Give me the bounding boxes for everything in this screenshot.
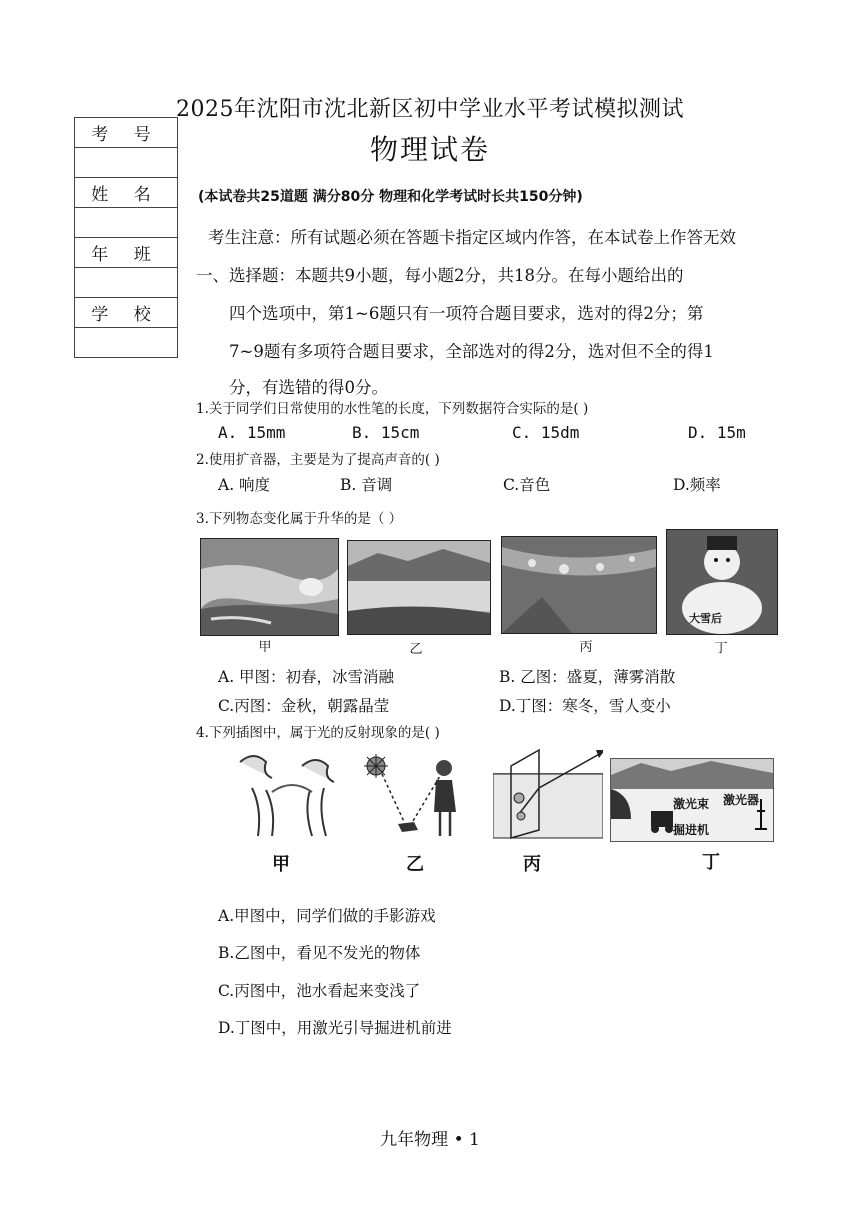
q4-figure-tunnel-laser: [610, 758, 774, 842]
q4-figure-pool: [493, 748, 603, 840]
q3-option-c[interactable]: C.丙图：金秋，朝露晶莹: [218, 697, 390, 715]
q3-photo-melting-ice: [200, 538, 339, 636]
q4-figure-see-object: [362, 752, 472, 840]
exam-info: (本试卷共25道题 满分80分 物理和化学考试时长共150分钟): [198, 189, 583, 205]
q3-caption-ding: 丁: [714, 641, 728, 656]
q4-label-laser-beam: 激光束: [673, 797, 710, 811]
name-field[interactable]: [75, 208, 178, 238]
q4-caption-ding: 丁: [702, 852, 720, 873]
q3-caption-yi: 乙: [409, 642, 423, 657]
q3-option-d[interactable]: D.丁图：寒冬，雪人变小: [499, 697, 671, 715]
section1-line4: 分，有选错的得0分。: [229, 378, 388, 397]
section1-line1: 一、选择题：本题共9小题，每小题2分，共18分。在每小题给出的: [196, 266, 684, 285]
class-field[interactable]: [75, 268, 178, 298]
q4-caption-bing: 丙: [523, 854, 541, 875]
question-2-stem: 2.使用扩音器，主要是为了提高声音的( ): [196, 452, 440, 468]
q1-option-b[interactable]: B. 15cm: [352, 423, 420, 442]
q2-option-b[interactable]: B. 音调: [340, 476, 393, 494]
q3-photo-snowman: [666, 529, 778, 635]
section1-line2: 四个选项中，第1~6题只有一项符合题目要求，选对的得2分；第: [229, 304, 704, 323]
q3-photo-dew: [501, 536, 657, 634]
page-footer: 九年物理 • 1: [380, 1130, 480, 1150]
q3-caption-bing: 丙: [579, 640, 593, 655]
question-3-stem: 3.下列物态变化属于升华的是（ ）: [196, 511, 403, 527]
q4-option-d[interactable]: D.丁图中，用激光引导掘进机前进: [218, 1019, 452, 1037]
q3-caption-jia: 甲: [258, 640, 272, 655]
school-label: 学 校: [75, 298, 178, 328]
q4-caption-yi: 乙: [406, 854, 424, 875]
exam-number-label: 考 号: [75, 118, 178, 148]
q2-option-a[interactable]: A. 响度: [218, 476, 271, 494]
candidate-notice: 考生注意：所有试题必须在答题卡指定区域内作答，在本试卷上作答无效: [208, 228, 736, 247]
exam-number-field[interactable]: [75, 148, 178, 178]
q4-figure-hand-shadows: [232, 748, 354, 840]
q2-option-c[interactable]: C.音色: [503, 476, 551, 494]
question-1-stem: 1.关于同学们日常使用的水性笔的长度，下列数据符合实际的是( ): [196, 401, 589, 417]
q4-option-b[interactable]: B.乙图中，看见不发光的物体: [218, 944, 421, 962]
question-4-stem: 4.下列插图中，属于光的反射现象的是( ): [196, 725, 440, 741]
paper-subject-title: 物理试卷: [369, 133, 490, 166]
q3-option-b[interactable]: B. 乙图：盛夏，薄雾消散: [499, 668, 676, 686]
section1-line3: 7~9题有多项符合题目要求，全部选对的得2分，选对但不全的得1: [229, 342, 714, 361]
q4-label-laser: 激光器: [723, 793, 760, 807]
q4-label-tunneler: 掘进机: [673, 823, 710, 837]
exam-title: 2025年沈阳市沈北新区初中学业水平考试模拟测试: [176, 97, 684, 122]
q3-photo-mist: [347, 540, 491, 635]
name-label: 姓 名: [75, 178, 178, 208]
q1-option-a[interactable]: A. 15mm: [218, 423, 286, 442]
q2-option-d[interactable]: D.频率: [673, 476, 721, 494]
q4-option-c[interactable]: C.丙图中，池水看起来变浅了: [218, 982, 421, 1000]
q3-option-a[interactable]: A. 甲图：初春，冰雪消融: [218, 668, 395, 686]
q4-option-a[interactable]: A.甲图中，同学们做的手影游戏: [218, 907, 436, 925]
class-label: 年 班: [75, 238, 178, 268]
school-field[interactable]: [75, 328, 178, 358]
q4-caption-jia: 甲: [272, 854, 290, 875]
q3-snowman-sign: 大雪后: [689, 612, 722, 625]
student-info-table: [74, 117, 178, 358]
q1-option-d[interactable]: D. 15m: [688, 423, 746, 442]
q1-option-c[interactable]: C. 15dm: [512, 423, 580, 442]
